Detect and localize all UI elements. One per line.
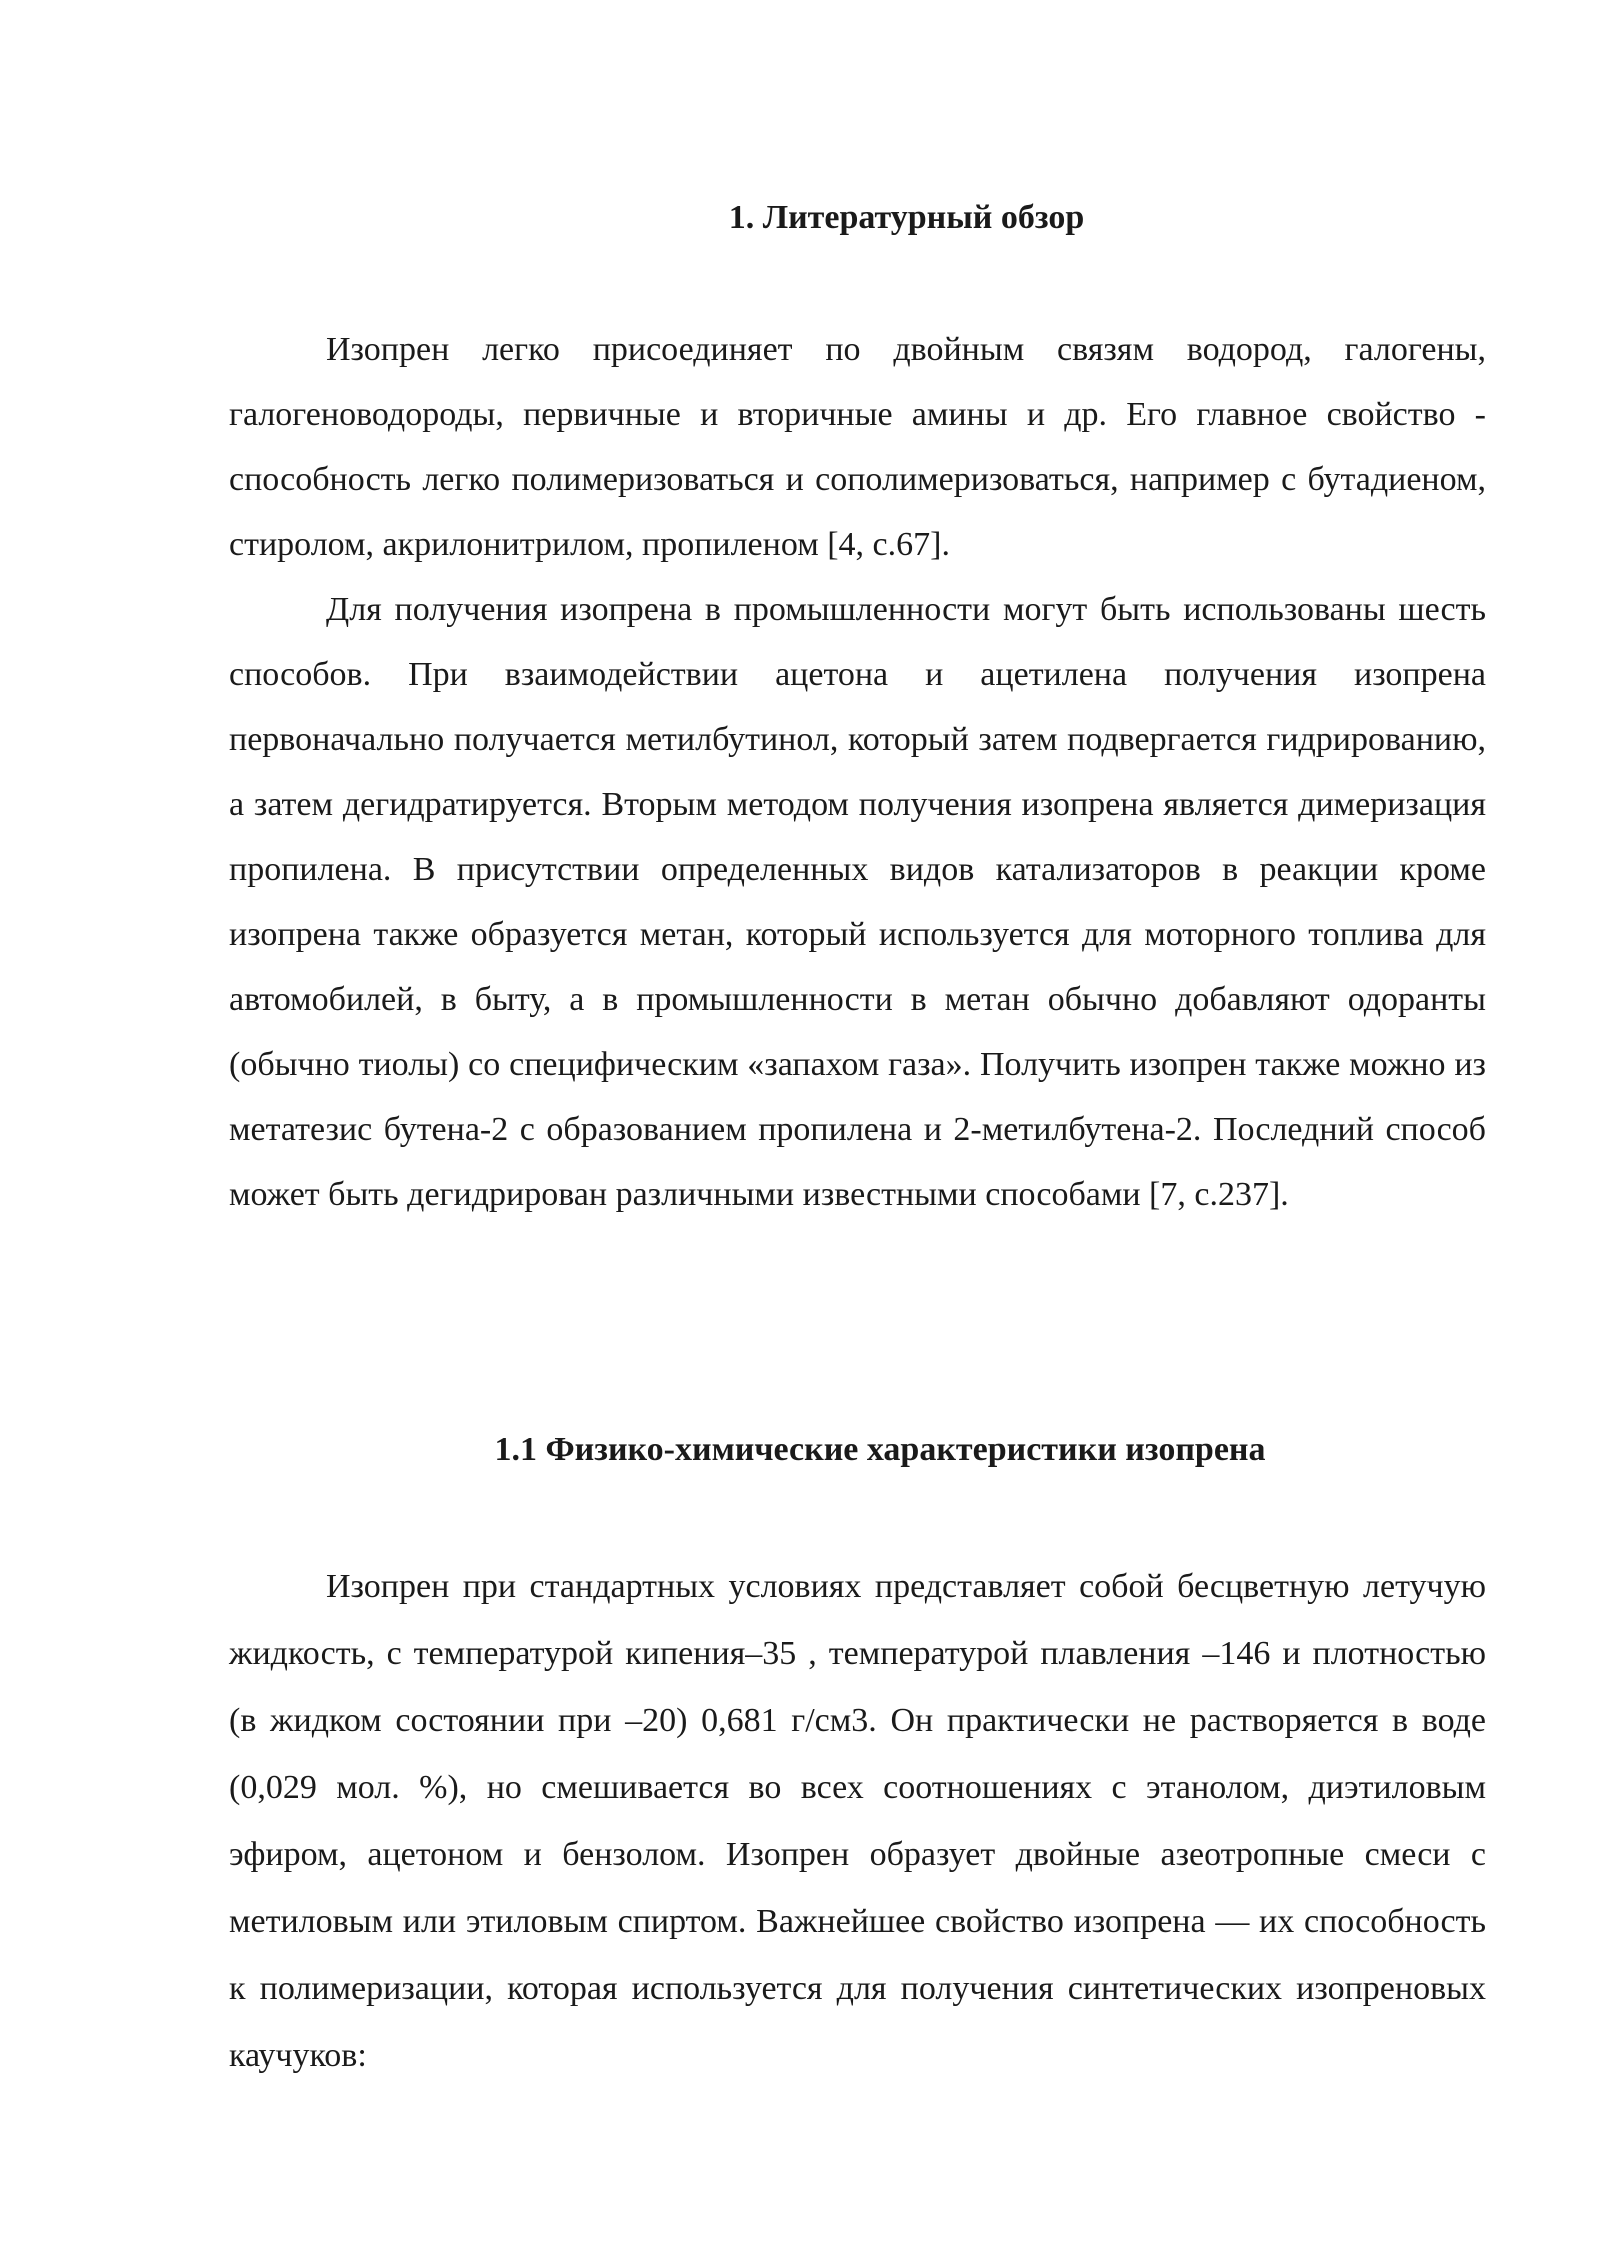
paragraph: Изопрен легко присоединяет по двойным связям водород, галогены, галогеноводороды, первичные и вторичные амины и др. Его главное свойство - способность легко полимеризоваться и сополимеризоваться, например с бутадиеном, стиролом, акрилонитрилом, пропиленом [4, с.67]. — [229, 331, 1486, 563]
subsection-body — [229, 1553, 1486, 2089]
section-body — [229, 317, 1486, 1227]
paragraph: Изопрен при стандартных условиях представляет собой бесцветную летучую жидкость, с температурой кипения–35 , температурой плавления –146 и плотностью (в жидком состоянии при –20) 0,681 г/см3. Он практически не растворяется в воде (0,029 мол. %), но смешивается во всех соотношениях с этанолом, диэтиловым эфиром, ацетоном и бензолом. Изопрен образует двойные азеотропные смеси с метиловым или этиловым спиртом. Важнейшее свойство изопрена — их способность к полимеризации, которая используется для получения синтетических изопреновых каучуков: — [229, 1568, 1486, 2074]
section-heading: 1. Литературный обзор — [728, 199, 1085, 236]
subsection-heading: 1.1 Физико-химические характеристики изопрена — [494, 1431, 1266, 1468]
paragraph: Для получения изопрена в промышленности могут быть использованы шесть способов. При взаимодействии ацетона и ацетилена получения изопрена первоначально получается метилбутинол, который затем подвергается гидрированию, а затем дегидратируется. Вторым методом получения изопрена является димеризация пропилена. В присутствии определенных видов катализаторов в реакции кроме изопрена также образуется метан, который используется для моторного топлива для автомобилей, в быту, а в промышленности в метан обычно добавляют одоранты (обычно тиолы) со специфическим «запахом газа». Получить изопрен также можно из метатезис бутена-2 с образованием пропилена и 2-метилбутена-2. Последний способ может быть дегидрирован различными известными способами [7, с.237]. — [229, 591, 1486, 1213]
